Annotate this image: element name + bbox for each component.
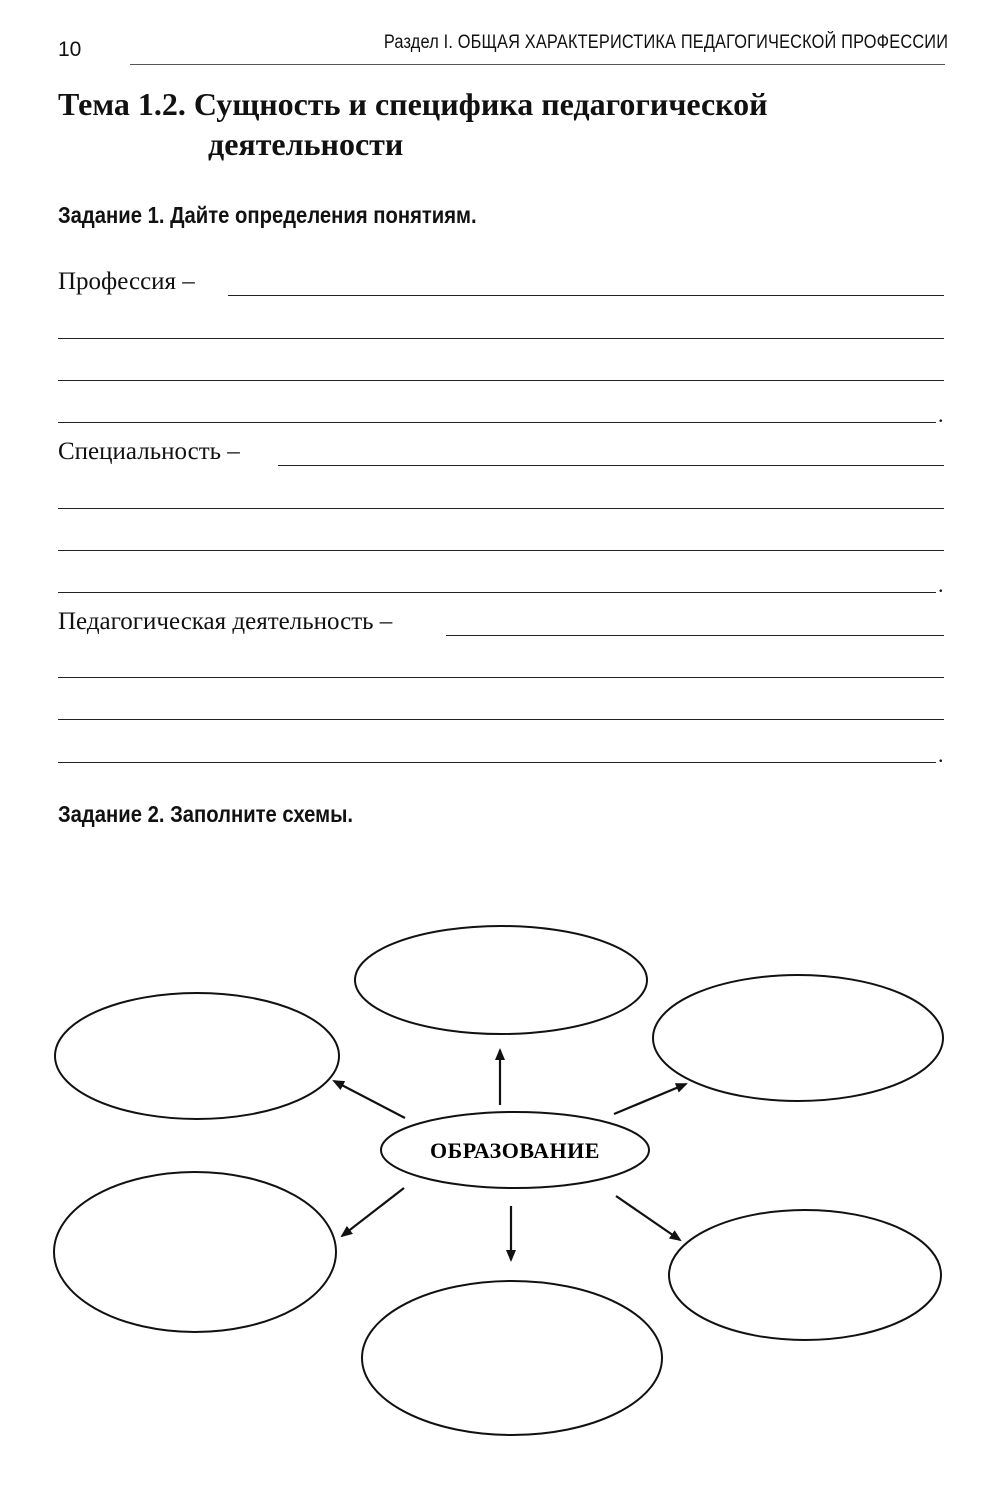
header-divider xyxy=(130,64,945,65)
pedagogical-activity-answer-line-4[interactable] xyxy=(58,762,936,763)
arrow-to-bottom-left xyxy=(342,1188,404,1236)
scheme-center-label: ОБРАЗОВАНИЕ xyxy=(430,1138,600,1163)
profession-period: . xyxy=(938,402,944,427)
topic-title-line-1: Тема 1.2. Сущность и специфика педагогической xyxy=(58,86,768,122)
page-number: 10 xyxy=(58,38,82,61)
scheme-oval-bottom-right[interactable] xyxy=(669,1210,941,1340)
pedagogical-activity-answer-line-1[interactable] xyxy=(446,635,944,636)
term-profession-label: Профессия – xyxy=(58,268,195,295)
scheme-oval-top-right[interactable] xyxy=(653,975,943,1101)
scheme-oval-bottom[interactable] xyxy=(362,1281,662,1435)
section-title: Раздел I. ОБЩАЯ ХАРАКТЕРИСТИКА ПЕДАГОГИЧЕСКОЙ ПРОФЕССИИ xyxy=(383,32,948,53)
specialty-answer-line-4[interactable] xyxy=(58,592,936,593)
specialty-period: . xyxy=(938,572,944,597)
specialty-answer-line-2[interactable] xyxy=(58,508,944,509)
pedagogical-activity-period: . xyxy=(938,742,944,767)
task1-heading: Задание 1. Дайте определения понятиям. xyxy=(58,202,477,228)
task2-heading: Задание 2. Заполните схемы. xyxy=(58,801,354,827)
topic-title xyxy=(58,84,768,164)
specialty-answer-line-3[interactable] xyxy=(58,550,944,551)
profession-answer-line-2[interactable] xyxy=(58,338,944,339)
specialty-answer-line-1[interactable] xyxy=(278,465,944,466)
profession-answer-line-3[interactable] xyxy=(58,380,944,381)
scheme-oval-bottom-left[interactable] xyxy=(54,1172,336,1332)
term-specialty-label: Специальность – xyxy=(58,438,240,465)
term-pedagogical-activity-label: Педагогическая деятельность – xyxy=(58,608,393,635)
profession-answer-line-1[interactable] xyxy=(228,295,944,296)
pedagogical-activity-answer-line-2[interactable] xyxy=(58,677,944,678)
arrow-to-bottom-right xyxy=(616,1196,680,1240)
topic-title-line-2: деятельности xyxy=(208,126,404,162)
profession-answer-line-4[interactable] xyxy=(58,422,936,423)
scheme-oval-top[interactable] xyxy=(355,926,647,1034)
arrow-to-top-left xyxy=(334,1081,405,1118)
pedagogical-activity-answer-line-3[interactable] xyxy=(58,719,944,720)
arrow-to-top-right xyxy=(614,1084,686,1114)
education-scheme-diagram xyxy=(0,900,1000,1460)
scheme-oval-top-left[interactable] xyxy=(55,993,339,1119)
